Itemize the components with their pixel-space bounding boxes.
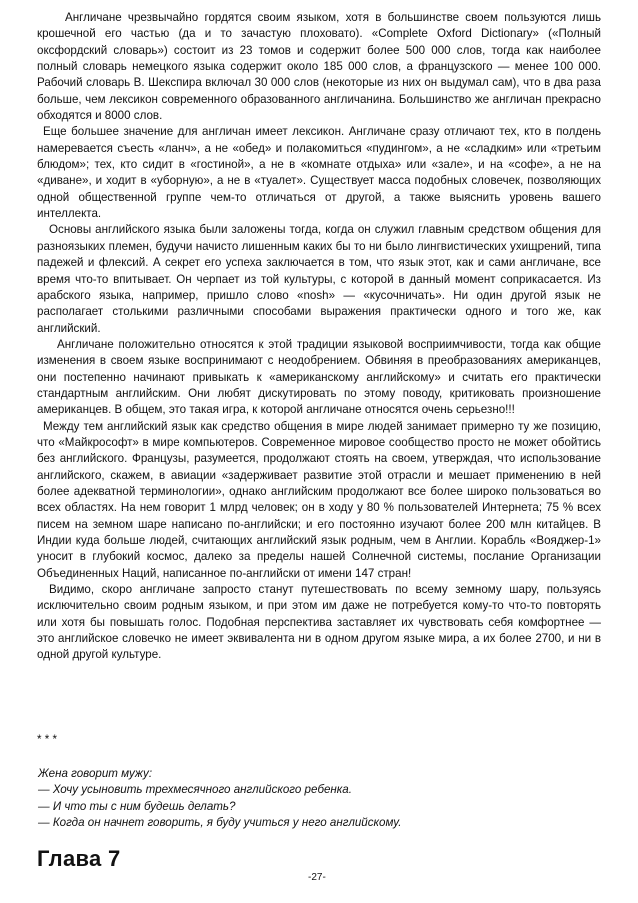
joke-line: — И что ты с ним будешь делать? <box>38 799 236 813</box>
paragraph-english-pride: Англичане чрезвычайно гордятся своим языком, хотя в большинстве своем пользуются лишь крошечной его частью (да и то зачастую плоховато). «Complete Oxford Dictionary» («Полный оксфордский словарь») состоит из 23 томов и содержит более 500 000 слов, тогда как наиболее полный словарь немецкого языка содержит около 185 000 слов, а французского — менее 100 000. Рабочий словарь В. Шекспира включал 30 000 слов (некоторые из них он выдумал сам), что в два раза больше, чем лексикон современного образованного англичанина. Большинство же англичан прекрасно обходятся и 8000 слов. <box>37 11 601 123</box>
joke-line: — Когда он начнет говорить, я буду учиться у него английскому. <box>38 816 402 830</box>
section-separator: * * * <box>37 733 57 746</box>
paragraph-lexicon: Еще большее значение для англичан имеет лексикон. Англичане сразу отличают тех, кто в полдень намеревается съесть «ланч», а не «обед» и полакомиться «пудингом», а не «сладким» или «третьим блюдом»; тех, кто сидит в «гостиной», а не в «комнате отдыха» или «зале», и на «софе», а не на «диване», и ходит в «уборную», а не в «туалет». Существует масса подобных словечек, позволяющих одной общественной группе чем-то отличаться от другой, а также выяснить уровень вашего интеллекта. <box>37 125 601 221</box>
joke-line: — Хочу усыновить трехмесячного английского ребенка. <box>38 783 352 797</box>
page-number: -27- <box>308 872 326 883</box>
paragraph-future: Видимо, скоро англичане запросто станут путешествовать по всему земному шару, пользуясь исключительно своим родным языком, и при этом им даже не потребуется кому-то что-то повторять или хотя бы повышать голос. Подобная перспектива заставляет их чувствовать себя комфортнее — это английское словечко не имеет эквивалента ни в одном другом языке мира, а их более 2700, и ни в одной другой культуре. <box>37 583 601 662</box>
body-text <box>37 10 601 664</box>
paragraph-language-origins: Основы английского языка были заложены тогда, когда он служил главным средством общения для разноязыких племен, будучи начисто лишенным каких бы то ни было лингвистических ухищрений, типа падежей и флексий. А секрет его успеха заключается в том, что язык этот, как и сами англичане, все время что-то впитывает. Он черпает из той культуры, с которой в данный момент соприкасается. Из арабского языка, например, пришло слово «nosh» — «кусочничать». Ни один другой язык не располагает столькими различными способами выражения практически одного и того же, как английский. <box>37 223 601 335</box>
chapter-heading: Глава 7 <box>37 846 121 871</box>
paragraph-global-english: Между тем английский язык как средство общения в мире людей занимает примерно ту же позицию, что «Майкрософт» в мире компьютеров. Современное мировое сообщество просто не может обойтись без английского. Французы, разумеется, продолжают стоять на своем, утверждая, что использование английского, скажем, в авиации «задерживает развитие этой отрасли и мешает применению в ней более адекватной терминологии», однако английским продолжают все более широко пользоваться во всех областях. На нем говорит 1 млрд человек; он в ходу у 80 % пользователей Интернета; 75 % всех писем на земном шаре написано по-английски; и его постоянно изучают более 200 млн китайцев. В Индии куда больше людей, считающих английский язык родным, чем в Англии. Корабль «Вояджер-1» уносит в глубокий космос, далеко за пределы нашей Солнечной системы, послание Организации Объединенных Наций, написанное по-английски от имени 147 стран! <box>37 419 601 580</box>
joke-block <box>38 766 598 832</box>
joke-line: Жена говорит мужу: <box>38 767 153 780</box>
paragraph-language-attitude: Англичане положительно относятся к этой традиции языковой восприимчивости, тогда как общие изменения в своем языке воспринимают с неодобрением. Обвиняя в преобразованиях американцев, они постепенно начинают привыкать к «американскому английскому» и считать его практически стандартным английским. Они любят дискутировать по этому поводу, критиковать произношение американцев. В общем, это такая игра, к которой англичане относятся очень серьезно!!! <box>37 337 601 417</box>
